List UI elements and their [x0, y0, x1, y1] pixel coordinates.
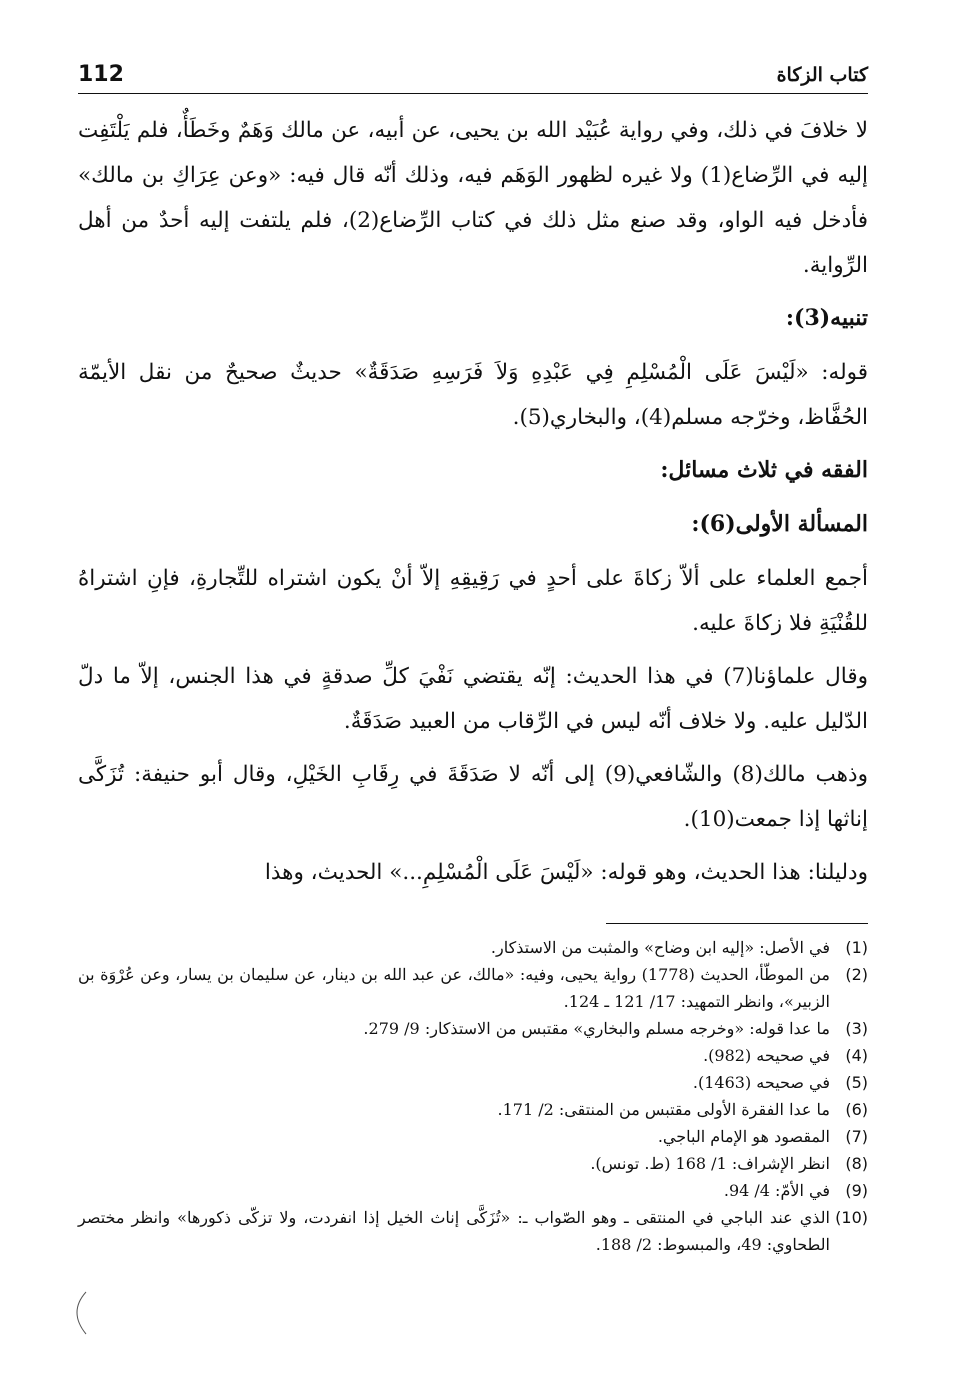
- footnote: [78, 961, 868, 1015]
- footnote-number: (1): [845, 938, 868, 957]
- footnote-number: (3): [845, 1019, 868, 1038]
- footnote: [78, 1204, 868, 1258]
- footnote-text: انظر الإشراف: 1/ 168 (ط. تونس).: [590, 1154, 830, 1173]
- footnote-text: ما عدا الفقرة الأولى مقتبس من المنتقى: 2/ 171.: [497, 1100, 830, 1119]
- page: [78, 62, 868, 1258]
- footnote-text: في الأمّ: 4/ 94.: [723, 1181, 830, 1200]
- footnote: [78, 1015, 868, 1042]
- footnote-text: في صحيحه (1463).: [692, 1073, 830, 1092]
- footnote: [78, 1150, 868, 1177]
- footnote-text: الذي عند الباجي في المنتقى ـ وهو الصّواب ـ: «تُزَكَّى إناث الخيل إذا انفردت، ولا تزكّى ذكورها» وانظر مختصر الطحاوي: 49، والمبسوط: 2/ 188.: [78, 1208, 830, 1254]
- footnote: [78, 1177, 868, 1204]
- footnote-number: (9): [845, 1181, 868, 1200]
- footnotes-divider: [606, 923, 868, 924]
- paragraph: أجمع العلماء على ألاّ زكاةَ على أحدٍ في رَقِيقِهِ إلاّ أنْ يكون اشتراه للتِّجارةِ، فإنِ اشتراهُ للقُنْيَةِ فلا زكاةَ عليه.: [78, 566, 868, 636]
- paragraph: وذهب مالك(8) والشّافعي(9) إلى أنّه لا صَدَقَةَ في رِقَابِ الخَيْلِ، وقال أبو حنيفة: تُزَكَّى إناثها إذا جمعت(10).: [78, 762, 868, 832]
- footnote: [78, 1123, 868, 1150]
- main-text: [78, 108, 868, 895]
- footnote-number: (6): [845, 1100, 868, 1119]
- footnote-number: (10): [835, 1208, 868, 1227]
- footnotes: [78, 934, 868, 1258]
- section-heading: المسألة الأولى(6):: [691, 511, 868, 537]
- paragraph: لا خلافَ في ذلك، وفي رواية عُبَيْد الله بن يحيى، عن أبيه، عن مالك وَهَمٌ وخَطَأٌ، فلم يَلْتَفِت إليه في الرِّضاع(1) ولا غيره لظهور الوَهَم فيه، وذلك أنّه قال فيه: «وعن عِرَاكِ بن مالك» فأدخل فيه الواو، وقد صنع مثل ذلك في كتاب الرِّضاع(2)، فلم يلتفت إليه أحدٌ من أهل الرِّواية.: [78, 118, 868, 278]
- footnote-number: (2): [845, 965, 868, 984]
- paragraph: ودليلنا: هذا الحديث، وهو قوله: «لَيْسَ عَلَى الْمُسْلِمِ...» الحديث، وهذا: [264, 860, 868, 885]
- footnote-number: (8): [845, 1154, 868, 1173]
- page-header: [78, 62, 868, 94]
- footnote: [78, 1069, 868, 1096]
- section-heading: الفقه في ثلاث مسائل:: [660, 457, 868, 483]
- footnote-text: المقصود هو الإمام الباجي.: [657, 1127, 830, 1146]
- section-heading: تنبيه(3):: [785, 305, 868, 331]
- footnote-text: في الأصل: «إليه ابن وضاح» والمثبت من الاستذكار.: [490, 938, 830, 957]
- footnote-number: (5): [845, 1073, 868, 1092]
- footnote-text: في صحيحه (982).: [703, 1046, 830, 1065]
- paragraph: قوله: «لَيْسَ عَلَى الْمُسْلِمِ فِي عَبْدِهِ وَلاَ فَرَسِهِ صَدَقَةٌ» حديثٌ صحيحٌ من نقل الأيمّة الحُفَّاظ، وخرّجه مسلم(4)، والبخاري(5).: [78, 360, 868, 430]
- page-number: 112: [78, 62, 124, 87]
- paragraph: وقال علماؤنا(7) في هذا الحديث: إنّه يقتضي نَفْيَ كلِّ صدقةٍ في هذا الجنس، إلاّ ما دلّ الدّليل عليه. ولا خلاف أنّه ليس في الرِّقاب من العبيد صَدَقَةٌ.: [78, 664, 868, 734]
- footnote-text: ما عدا قوله: «وخرجه مسلم والبخاري» مقتبس من الاستذكار: 9/ 279.: [363, 1019, 830, 1038]
- footnote-number: (4): [845, 1046, 868, 1065]
- footnote-text: من الموطّأ، الحديث (1778) رواية يحيى، وفيه: «مالك، عن عبد الله بن دينار، عن سليمان بن يسار، وعن عُرْوَة بن الزبير»، وانظر التمهيد: 17/ 121 ـ 124.: [78, 965, 830, 1011]
- scan-edge-mark: [66, 1290, 90, 1338]
- footnote: [78, 1096, 868, 1123]
- footnote: [78, 934, 868, 961]
- running-title: كتاب الزكاة: [776, 64, 868, 86]
- footnote: [78, 1042, 868, 1069]
- footnote-number: (7): [845, 1127, 868, 1146]
